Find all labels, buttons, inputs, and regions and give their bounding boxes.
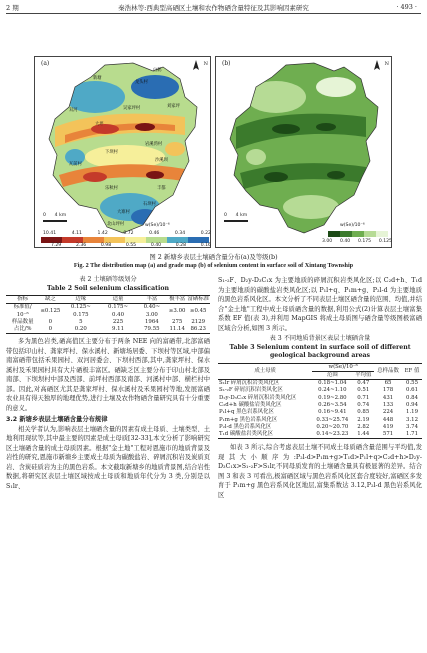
t2-header-cell: 富硒标准 (187, 296, 210, 302)
t3-cell: P₂l-d 黑色岩系风化区 (219, 423, 272, 430)
t2-cell: ≥3.00 (168, 307, 186, 314)
table2 (6, 295, 210, 334)
figure-caption-en: Fig. 2 The distribution map (a) and grade map (b) of selenium content in surface soil of Xintang Township (73, 262, 354, 269)
t3-cell: 2.19 (357, 416, 370, 423)
t3-h-range: 范围 (312, 371, 352, 379)
page-number: · 493 · (396, 3, 417, 11)
t2-cell: 占比/% (13, 326, 32, 333)
t3-cell: 1.19 (406, 409, 419, 416)
table2-header-row (6, 296, 210, 304)
legend-a-lower-tick: 0.98 (100, 243, 112, 248)
legend-unit-a: w(Se)/10⁻⁶ (145, 223, 170, 228)
table2-body (6, 304, 210, 334)
t2-cell: 1964 (144, 318, 159, 325)
t2-cell: 79.55 (144, 326, 160, 333)
place-label: 沙溪坝 (155, 158, 168, 163)
place-label: 下坝村 (105, 150, 118, 155)
legend-a-upper-tick: 0.22 (200, 231, 211, 236)
t3-cell: 0.84 (406, 394, 419, 401)
t3-cell: 0.16~9.41 (318, 409, 347, 416)
t3-cell: 0.94 (406, 401, 419, 408)
left-paragraph-1: 多为黑色岩类,硒高值区主要分布于两条 NEE 向的富硒带,北部富硒带包括印山村、龚家坪村、保水溪村、新塘场居委、下坝村等区域,中部偏南富硒带包括禾果园村、双河居委会、下坝村西部,其中,龚家坪村、保水溪村及禾果园村具有大片硒极丰富区。硒缺乏区主要分布于印山村北部及南部、下坝坝村中部及西部、前坪村西部及南部、河溪村中部、横栏村中部。因此,对高硒区尤其是龚家坪村、保水溪村及禾果园村等地,发展富硒农业具有得天独厚的地理优势,进行土壤及农作物硒含量研究具有十分重要的意义。 (6, 338, 210, 412)
table3-caption-en: Table 3 Selenium content in surface soil of different geological background areas (229, 343, 411, 359)
legend-a-upper-tick: 0.46 (149, 231, 160, 236)
t3-cell: 0.51 (357, 387, 370, 394)
t2-header-cell: 指标 (17, 296, 29, 302)
t2-header-cell: 边缘 (75, 296, 87, 302)
t3-cell: 0.19~2.80 (318, 394, 347, 401)
t3-h-se: w(Se)/10⁻⁶ (312, 363, 374, 371)
t3-cell: 0.33~25.74 (316, 416, 349, 423)
panel-a-tag: (a) (41, 60, 50, 67)
issue-number: 2 期 (6, 4, 19, 12)
t2-header-cell: 缺乏 (44, 296, 56, 302)
t2-cell: 2129 (191, 318, 206, 325)
t2-cell: ≤0.125 (40, 307, 61, 314)
legend-ticks-a-upper (43, 231, 211, 236)
table3 (218, 363, 422, 440)
legend-a-upper-tick: 10.41 (43, 231, 57, 236)
legend-b-swatch (364, 231, 376, 237)
t3-h-ef: EF 值 (402, 363, 422, 380)
legend-a-upper-tick: 0.34 (174, 231, 186, 236)
t2-cell: 11.14 (169, 326, 185, 333)
t3-cell: 0.20~20.70 (316, 423, 349, 430)
t3-cell: 448 (382, 416, 394, 423)
right-paragraph-1: S₁-₂F、D₂y-D₃C₁x 为主要地质的碎屑沉积岩类风化区;以 C₂d+h、T₁d 为主要地质的碳酸盐岩类风化区;以 P₁l+q、P₁m+g、P₂l-d 为主要地质的黑色岩系风化区。本文分析了不同表层土壤区硒含量的范围、均值,并结合"金土地"工程中成土母质硒含量的数据,利用公式(2)计算表层土壤富集系数 EF 值(表 3),并利用 MapGIS 将成土母质图与硒含量等级图极富硒区域合分析,如图 3 所示。 (218, 277, 422, 332)
legend-ticks-b (322, 239, 392, 244)
legend-a-lower-tick: 2.36 (75, 243, 87, 248)
table3-header-row-1 (218, 363, 422, 371)
legend-colorbar-b (328, 231, 388, 237)
t3-cell: S₁-₂F 碎屑沉积岩类风化区 (219, 387, 283, 394)
t2-cell: 标准值/ 10⁻⁶ (13, 304, 32, 318)
t3-h-count: 总样品数 (374, 363, 402, 380)
scale-bar-a: 0 4 km (43, 213, 67, 218)
t2-cell: 样品数量 (11, 318, 34, 325)
t3-cell: 0.71 (357, 394, 370, 401)
scale-line-a (43, 220, 67, 222)
t3-cell: 419 (382, 423, 394, 430)
t3-cell: 0.26~3.54 (318, 401, 347, 408)
t3-cell: 133 (382, 401, 394, 408)
place-label: 石坝村 (143, 202, 156, 207)
t3-cell: C₂d+h 碳酸盐岩类风化区 (219, 401, 282, 408)
left-paragraph-2: 相关学者认为,影响表层土壤硒含量的因素有成土母质、土壤类型、土地利用现状等,其中最主要的因素是成土母质[32-33],本文分析了影响研究区土壤硒含量的成土母质因素。根据"金土地"工程对恩施市的地质背景及岩性的研究,恩施市新塘乡主要成土母质为碳酸盐岩、碎屑沉积岩及炭质页岩、含炭硅质岩为主的黑色岩系。本文截取新塘乡的地质背景图,结合岩性数据,将研究区表层土壤区域按成土母质和地质年代分为 3 类,分别是以 S₁lr、 (6, 425, 210, 490)
table3-row (218, 395, 422, 402)
place-label: 白鹤 (153, 68, 162, 73)
place-label: 龙头村 (135, 80, 148, 85)
t3-cell: 0.85 (357, 409, 370, 416)
running-title: 秦浩林等:西典型高硒区土壤和农作物硒含量特征及其影响因素研究 (118, 4, 309, 12)
t3-cell: 0.61 (406, 387, 419, 394)
legend-b-tick: 0.40 (339, 239, 351, 244)
t2-header-cell: 丰富 (146, 296, 158, 302)
t3-cell: 224 (382, 409, 394, 416)
table2-caption-cn: 表 2 土壤硒等级划分 (79, 276, 137, 283)
t3-cell: 0.74 (357, 401, 370, 408)
legend-b-tick: 3.00 (322, 239, 333, 244)
map-panel-b (215, 56, 392, 248)
t2-cell: 0 (48, 318, 53, 325)
map-panel-a (34, 56, 211, 248)
t3-cell: 0.47 (357, 380, 370, 387)
legend-ticks-a-lower (51, 243, 211, 248)
t2-cell: 86.23 (190, 326, 206, 333)
legend-b-swatch (328, 231, 340, 237)
t3-h-parent: 成土母质 (218, 363, 312, 380)
t2-header-cell: 极丰富 (169, 296, 186, 302)
place-label: 北山坪村 (107, 222, 125, 227)
legend-b-tick: 0.175 (357, 239, 372, 244)
legend-a-upper-tick: 0.72 (123, 231, 134, 236)
place-label: 刘家坪 (167, 104, 180, 109)
right-column (218, 276, 422, 500)
t2-cell: 0.175~ 0.40 (108, 304, 128, 318)
place-label: 丰都 (157, 186, 166, 191)
place-label: 新塘 (93, 76, 102, 81)
header-rule (6, 13, 421, 14)
panel-b-tag: (b) (222, 60, 231, 67)
figure-caption-cn: 图 2 新塘乡表层土壤硒含量分布(a)及等级(b) (149, 253, 278, 261)
t2-header-cell: 适量 (112, 296, 124, 302)
legend-b-tick: 0.125 (378, 239, 392, 244)
place-label: 大坪 (95, 122, 104, 127)
scale-bar-b: 0 4 km (224, 213, 248, 218)
t3-cell: 3.74 (406, 423, 419, 430)
t3-cell: 0.14~23.23 (316, 431, 349, 438)
legend-b-swatch (340, 231, 352, 237)
table3-row (218, 387, 422, 394)
left-column (6, 276, 210, 491)
table3-row (218, 431, 422, 439)
table3-caption-cn: 表 3 不同地质背景区表层土壤硒含量 (269, 335, 371, 342)
t2-cell: 0 (48, 326, 53, 333)
t3-cell: 3.12 (406, 416, 419, 423)
right-paragraph-2: 如表 3 所示,综合考虑表层土壤不同成土母质硒含量范围与平均值,发现其大小顺序为:P₂l-d>P₁m+g>T₁d>P₁l+q>C₂d+h>D₂y-D₃C₁x>S₁-₂F>S₁lr,不同母质发育的土壤硒含量具有极显著的差异。结合图 3 和表 3 可看出,极富硒区域与黑色岩系风化区套合度较好,富硒区多发育于 P₁m+g 黑色岩系风化区地层,富集系数达 3.12,P₂l-d 黑色岩系风化区 (218, 444, 422, 499)
table3-row (218, 409, 422, 416)
t3-cell: 431 (382, 394, 394, 401)
place-label: 吴家坪村 (123, 106, 141, 111)
table2-row (6, 304, 210, 319)
t2-cell: 225 (112, 318, 124, 325)
t2-cell: ≥0.45 (189, 307, 207, 314)
legend-b-swatch (376, 231, 388, 237)
t3-h-mean: 平均值 (353, 371, 375, 379)
t3-cell: T₁d 碳酸盐岩类风化区 (219, 431, 274, 438)
place-label: 瓦前村 (69, 162, 82, 167)
t3-cell: 1.71 (406, 431, 419, 438)
t2-cell: 0.20 (74, 326, 87, 333)
legend-unit-b: w(Se)/10⁻⁶ (340, 223, 365, 228)
running-header (0, 0, 427, 16)
place-label: 双河 (69, 108, 78, 113)
t3-cell: 65 (384, 380, 392, 387)
section-title-3-2: 3.2 新塘乡表层土壤硒含量分布规律 (6, 416, 108, 424)
t2-cell: 275 (172, 318, 183, 325)
table3-row (218, 417, 422, 424)
legend-a-upper-tick: 1.42 (97, 231, 108, 236)
scale-line-b (224, 220, 248, 222)
t3-cell: 571 (382, 431, 394, 438)
t3-cell: 0.24~1.10 (318, 387, 347, 394)
t3-cell: P₁m+g 黑色岩系风化区 (219, 416, 278, 423)
t2-cell: 0.125~ 0.175 (70, 304, 91, 318)
place-label: 大寨村 (117, 210, 130, 215)
t3-cell: P₁l+q 黑色岩系风化区 (219, 409, 274, 416)
legend-b-swatch (352, 231, 364, 237)
t3-cell: 1.44 (357, 431, 370, 438)
t3-cell: D₂y-D₃C₁x 碎屑沉积岩类风化区 (219, 394, 297, 401)
t3-cell: 2.82 (357, 423, 370, 430)
t2-cell: 0.40~ 3.00 (143, 304, 161, 318)
table2-caption-en: Table 2 Soil selenium classification (46, 284, 169, 292)
t2-cell: 5 (79, 318, 83, 325)
north-label-a: N (203, 61, 208, 67)
t3-cell: 0.55 (406, 380, 419, 387)
legend-a-lower-tick: 7.29 (51, 243, 62, 248)
legend-a-lower-tick: 0.40 (150, 243, 162, 248)
table2-row (6, 326, 210, 334)
table2-row (6, 319, 210, 326)
place-label: 岩溪湾村 (145, 142, 163, 147)
legend-a-lower-tick: 0.16 (200, 243, 211, 248)
legend-a-lower-tick: 0.28 (175, 243, 186, 248)
t3-cell: 178 (382, 387, 394, 394)
t2-cell: 9.11 (112, 326, 125, 333)
legend-a-lower-tick: 0.55 (125, 243, 137, 248)
t3-cell: S₁lr 碎屑沉积岩类风化区 (219, 380, 280, 387)
t3-cell: 0.18~1.04 (318, 380, 347, 387)
legend-a-upper-tick: 4.11 (71, 231, 82, 236)
place-label: 乐秋村 (105, 186, 118, 191)
north-label-b: N (384, 61, 389, 67)
table3-body (218, 380, 422, 439)
